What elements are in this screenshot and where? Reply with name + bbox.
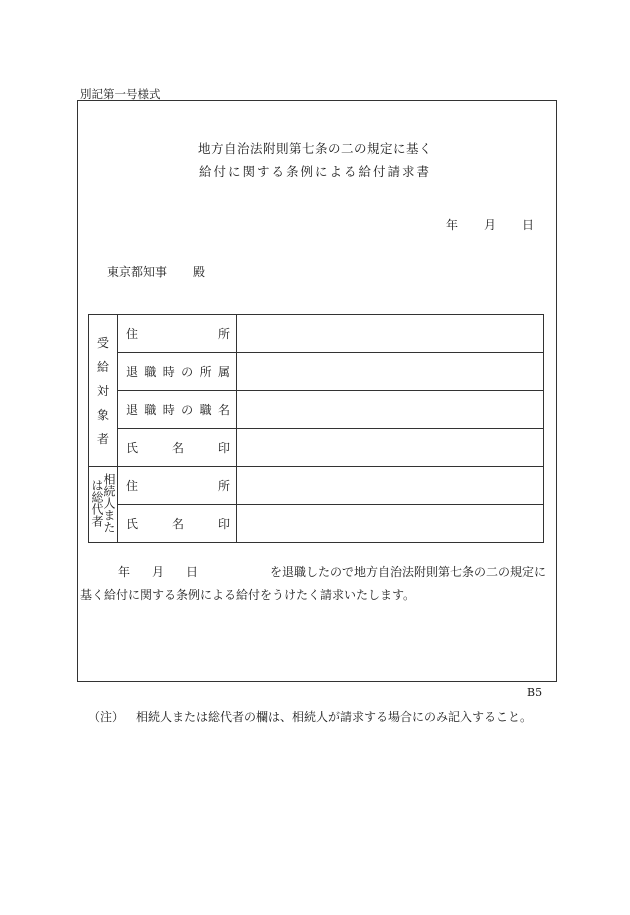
- label-char: 印: [217, 517, 230, 531]
- name-seal-label: [118, 429, 237, 467]
- statement-text1: を退職したので地方自治法附則第七条の二の規定に: [270, 565, 547, 579]
- form-number-label: 別記第一号様式: [80, 87, 161, 101]
- label-char: 時: [162, 403, 175, 417]
- address-field[interactable]: [237, 315, 544, 353]
- group-label-char: 給: [96, 359, 109, 374]
- note-prefix: （注）: [88, 710, 125, 724]
- heir-name-seal-label: [118, 505, 237, 543]
- label-char: の: [181, 365, 194, 379]
- addressee-name: 東京都知事: [107, 265, 168, 279]
- applicant-info-table: [88, 314, 544, 543]
- group-label-text: 相続人または総代者: [90, 473, 116, 533]
- heir-name-seal-field[interactable]: [237, 505, 544, 543]
- label-char: 所: [199, 365, 212, 379]
- recipient-group-label: [89, 315, 118, 467]
- addressee: [107, 263, 205, 280]
- table-row: [89, 429, 544, 467]
- table-row: [89, 353, 544, 391]
- label-char: 印: [217, 441, 230, 455]
- note-text: 相続人または総代者の欄は、相続人が請求する場合にのみ記入すること。: [136, 710, 533, 724]
- date-year: 年: [446, 218, 459, 232]
- form-title-line2: 給付に関する条例による給付請求書: [198, 164, 431, 179]
- label-char: 氏: [126, 441, 139, 455]
- label-char: 職: [144, 403, 157, 417]
- group-label-char: 象: [96, 407, 109, 422]
- date-day: 日: [522, 218, 535, 232]
- label-char: 名: [171, 517, 184, 531]
- table-row: [89, 467, 544, 505]
- group-label-char: 受: [96, 335, 109, 350]
- label-char: の: [181, 403, 194, 417]
- request-statement-line2: 基く給付に関する条例による給付をうけたく請求いたします。: [80, 588, 416, 602]
- group-label-char: 者: [96, 431, 109, 446]
- name-seal-field[interactable]: [237, 429, 544, 467]
- label-char: 所: [217, 479, 230, 493]
- retire-day: 日: [186, 565, 199, 579]
- label-char: 氏: [126, 517, 139, 531]
- affiliation-at-retirement-label: [118, 353, 237, 391]
- heir-address-label: [118, 467, 237, 505]
- label-char: 住: [126, 479, 139, 493]
- label-char: 名: [217, 403, 230, 417]
- label-char: 所: [217, 327, 230, 341]
- retire-year: 年: [118, 565, 131, 579]
- label-char: 職: [144, 365, 157, 379]
- table-row: [89, 505, 544, 543]
- table-row: [89, 391, 544, 429]
- label-char: 名: [171, 441, 184, 455]
- heir-representative-group-label: [89, 467, 118, 543]
- label-char: 退: [126, 365, 139, 379]
- label-char: 住: [126, 327, 139, 341]
- date-month: 月: [484, 218, 497, 232]
- position-at-retirement-label: [118, 391, 237, 429]
- table-row: [89, 315, 544, 353]
- address-label: [118, 315, 237, 353]
- retire-month: 月: [152, 565, 165, 579]
- label-char: 職: [199, 403, 212, 417]
- affiliation-at-retirement-field[interactable]: [237, 353, 544, 391]
- position-at-retirement-field[interactable]: [237, 391, 544, 429]
- form-title-line1: 地方自治法附則第七条の二の規定に基く: [197, 141, 432, 156]
- heir-address-field[interactable]: [237, 467, 544, 505]
- label-char: 退: [126, 403, 139, 417]
- addressee-honorific: 殿: [193, 265, 206, 279]
- label-char: 時: [162, 365, 175, 379]
- paper-size-label: B5: [527, 686, 543, 699]
- label-char: 属: [217, 365, 230, 379]
- group-label-char: 対: [96, 383, 109, 398]
- footnote: [88, 708, 532, 725]
- request-statement-line1: [118, 563, 546, 580]
- date-header: [446, 216, 534, 233]
